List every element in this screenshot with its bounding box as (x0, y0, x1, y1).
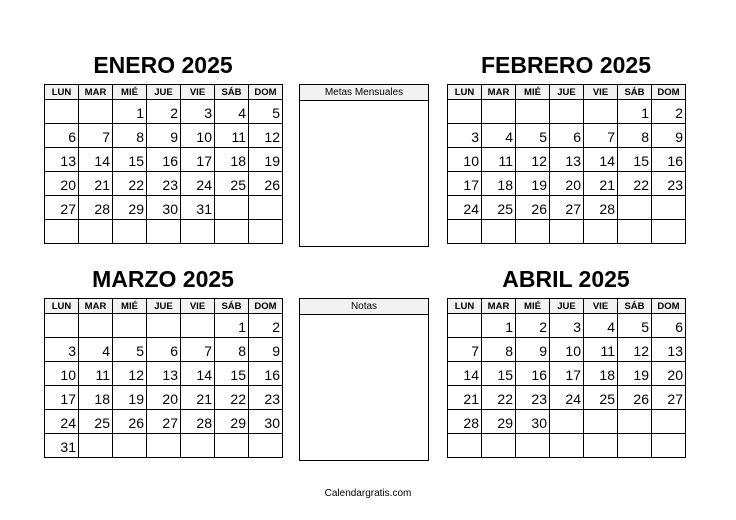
day-cell: 30 (249, 410, 283, 434)
day-cell: 17 (181, 148, 215, 172)
day-cell: 12 (618, 338, 652, 362)
day-cell: 16 (652, 148, 686, 172)
day-cell: 12 (249, 124, 283, 148)
day-cell: 26 (618, 386, 652, 410)
day-cell: 16 (516, 362, 550, 386)
day-cell: 8 (482, 338, 516, 362)
week-row (448, 100, 686, 124)
weekday-header-row (45, 299, 283, 314)
day-cell: 1 (215, 314, 249, 338)
day-cell: 12 (113, 362, 147, 386)
day-cell (448, 434, 482, 458)
weekday-header: MAR (482, 85, 516, 100)
day-cell (448, 100, 482, 124)
day-cell: 29 (113, 196, 147, 220)
day-cell: 7 (181, 338, 215, 362)
day-cell: 24 (45, 410, 79, 434)
day-cell: 26 (113, 410, 147, 434)
day-cell (618, 434, 652, 458)
day-cell: 28 (79, 196, 113, 220)
day-cell (79, 314, 113, 338)
day-cell: 24 (181, 172, 215, 196)
day-cell: 15 (113, 148, 147, 172)
weekday-header: LUN (45, 85, 79, 100)
weekday-header: DOM (249, 299, 283, 314)
day-cell: 29 (215, 410, 249, 434)
day-cell (45, 100, 79, 124)
day-cell: 11 (79, 362, 113, 386)
weekday-header: MAR (79, 299, 113, 314)
day-cell: 28 (448, 410, 482, 434)
day-cell: 11 (584, 338, 618, 362)
day-cell: 28 (584, 196, 618, 220)
day-cell (147, 220, 181, 244)
day-cell: 25 (482, 196, 516, 220)
day-cell: 9 (147, 124, 181, 148)
weekday-header: MAR (482, 299, 516, 314)
day-cell: 18 (482, 172, 516, 196)
day-cell: 23 (249, 386, 283, 410)
day-cell: 30 (147, 196, 181, 220)
day-cell: 25 (215, 172, 249, 196)
day-cell: 10 (448, 148, 482, 172)
notes-panel (299, 298, 429, 461)
day-cell (45, 220, 79, 244)
day-cell (516, 220, 550, 244)
day-cell: 2 (249, 314, 283, 338)
day-cell: 31 (181, 196, 215, 220)
day-cell: 27 (550, 196, 584, 220)
notes-header: Notas (300, 299, 428, 315)
day-cell (652, 410, 686, 434)
day-cell (249, 434, 283, 458)
day-cell: 6 (652, 314, 686, 338)
week-row (448, 314, 686, 338)
week-row (448, 362, 686, 386)
day-cell (516, 434, 550, 458)
day-cell (618, 196, 652, 220)
day-cell: 11 (215, 124, 249, 148)
day-cell: 8 (113, 124, 147, 148)
day-cell: 19 (113, 386, 147, 410)
day-cell (652, 434, 686, 458)
day-cell: 20 (45, 172, 79, 196)
weekday-header: LUN (448, 85, 482, 100)
weekday-header: VIE (181, 85, 215, 100)
day-cell: 23 (516, 386, 550, 410)
day-cell: 18 (584, 362, 618, 386)
day-cell: 9 (249, 338, 283, 362)
day-cell (618, 410, 652, 434)
day-cell: 21 (181, 386, 215, 410)
day-cell (249, 196, 283, 220)
week-row (45, 196, 283, 220)
monthly-goals-header: Metas Mensuales (300, 85, 428, 101)
weekday-header-row (448, 85, 686, 100)
day-cell: 26 (516, 196, 550, 220)
day-cell: 19 (618, 362, 652, 386)
weekday-header: JUE (550, 85, 584, 100)
day-cell: 22 (618, 172, 652, 196)
day-cell: 23 (147, 172, 181, 196)
week-row (45, 362, 283, 386)
day-cell: 20 (652, 362, 686, 386)
day-cell: 10 (181, 124, 215, 148)
day-cell: 1 (113, 100, 147, 124)
week-row (45, 386, 283, 410)
day-cell (113, 220, 147, 244)
day-cell: 3 (550, 314, 584, 338)
day-cell: 18 (79, 386, 113, 410)
day-cell: 21 (448, 386, 482, 410)
day-cell (550, 434, 584, 458)
day-cell (79, 100, 113, 124)
day-cell: 27 (652, 386, 686, 410)
day-cell: 4 (482, 124, 516, 148)
day-cell (482, 220, 516, 244)
day-cell (181, 220, 215, 244)
day-cell: 12 (516, 148, 550, 172)
day-cell: 18 (215, 148, 249, 172)
day-cell: 22 (215, 386, 249, 410)
weekday-header: SÁB (215, 85, 249, 100)
day-cell: 15 (618, 148, 652, 172)
monthly-goals-panel (299, 84, 429, 247)
day-cell: 3 (181, 100, 215, 124)
day-cell: 4 (79, 338, 113, 362)
day-cell: 16 (147, 148, 181, 172)
month-title-january: ENERO 2025 (93, 52, 233, 78)
day-cell: 4 (215, 100, 249, 124)
calendar-february (447, 84, 686, 244)
day-cell: 21 (584, 172, 618, 196)
day-cell: 13 (550, 148, 584, 172)
day-cell: 15 (482, 362, 516, 386)
day-cell: 9 (652, 124, 686, 148)
day-cell: 24 (550, 386, 584, 410)
week-row (448, 124, 686, 148)
weekday-header: DOM (652, 299, 686, 314)
week-row (45, 172, 283, 196)
day-cell (113, 314, 147, 338)
day-cell: 17 (448, 172, 482, 196)
day-cell (482, 434, 516, 458)
weekday-header: VIE (181, 299, 215, 314)
week-row (45, 100, 283, 124)
day-cell (181, 314, 215, 338)
day-cell (147, 314, 181, 338)
day-cell: 7 (79, 124, 113, 148)
weekday-header: SÁB (618, 85, 652, 100)
day-cell: 16 (249, 362, 283, 386)
week-row (45, 314, 283, 338)
day-cell: 5 (516, 124, 550, 148)
week-row (448, 338, 686, 362)
day-cell: 25 (584, 386, 618, 410)
weekday-header: DOM (249, 85, 283, 100)
day-cell: 23 (652, 172, 686, 196)
day-cell (550, 220, 584, 244)
day-cell (249, 220, 283, 244)
day-cell: 2 (516, 314, 550, 338)
weekday-header: SÁB (215, 299, 249, 314)
day-cell: 5 (618, 314, 652, 338)
day-cell (215, 434, 249, 458)
week-row (448, 386, 686, 410)
day-cell: 17 (550, 362, 584, 386)
calendar-january (44, 84, 283, 244)
week-row (448, 196, 686, 220)
weekday-header: MIÉ (516, 299, 550, 314)
day-cell: 1 (482, 314, 516, 338)
day-cell: 19 (249, 148, 283, 172)
day-cell: 3 (448, 124, 482, 148)
weekday-header: JUE (550, 299, 584, 314)
day-cell: 7 (448, 338, 482, 362)
day-cell (516, 100, 550, 124)
day-cell: 13 (45, 148, 79, 172)
weekday-header: LUN (45, 299, 79, 314)
day-cell: 26 (249, 172, 283, 196)
day-cell: 28 (181, 410, 215, 434)
day-cell: 29 (482, 410, 516, 434)
day-cell: 7 (584, 124, 618, 148)
day-cell (550, 410, 584, 434)
day-cell: 4 (584, 314, 618, 338)
weekday-header: LUN (448, 299, 482, 314)
month-title-march: MARZO 2025 (92, 266, 234, 292)
day-cell: 10 (550, 338, 584, 362)
weekday-header-row (45, 85, 283, 100)
day-cell: 6 (550, 124, 584, 148)
day-cell: 21 (79, 172, 113, 196)
footer-website: Calendargratis.com (324, 488, 412, 499)
day-cell: 8 (215, 338, 249, 362)
day-cell: 20 (147, 386, 181, 410)
day-cell: 5 (113, 338, 147, 362)
weekday-header: JUE (147, 85, 181, 100)
day-cell (584, 100, 618, 124)
week-row (448, 148, 686, 172)
day-cell (215, 220, 249, 244)
day-cell: 15 (215, 362, 249, 386)
day-cell: 19 (516, 172, 550, 196)
day-cell: 30 (516, 410, 550, 434)
day-cell: 20 (550, 172, 584, 196)
day-cell: 1 (618, 100, 652, 124)
day-cell: 14 (181, 362, 215, 386)
day-cell (550, 100, 584, 124)
day-cell: 14 (448, 362, 482, 386)
day-cell: 24 (448, 196, 482, 220)
day-cell: 5 (249, 100, 283, 124)
day-cell: 6 (147, 338, 181, 362)
day-cell: 22 (113, 172, 147, 196)
day-cell (147, 434, 181, 458)
weekday-header: DOM (652, 85, 686, 100)
day-cell (652, 220, 686, 244)
day-cell: 27 (147, 410, 181, 434)
day-cell: 9 (516, 338, 550, 362)
day-cell (215, 196, 249, 220)
day-cell (181, 434, 215, 458)
day-cell: 13 (147, 362, 181, 386)
day-cell: 13 (652, 338, 686, 362)
day-cell (584, 410, 618, 434)
day-cell (79, 434, 113, 458)
week-row (45, 148, 283, 172)
day-cell: 14 (584, 148, 618, 172)
month-title-february: FEBRERO 2025 (480, 52, 651, 78)
week-row (448, 172, 686, 196)
weekday-header: JUE (147, 299, 181, 314)
week-row (448, 410, 686, 434)
weekday-header: MIÉ (516, 85, 550, 100)
day-cell: 17 (45, 386, 79, 410)
day-cell: 6 (45, 124, 79, 148)
weekday-header: SÁB (618, 299, 652, 314)
day-cell (113, 434, 147, 458)
day-cell (448, 314, 482, 338)
day-cell (584, 220, 618, 244)
week-row (448, 220, 686, 244)
day-cell: 22 (482, 386, 516, 410)
calendar-april (447, 298, 686, 458)
day-cell: 31 (45, 434, 79, 458)
day-cell (652, 196, 686, 220)
weekday-header: MIÉ (113, 85, 147, 100)
day-cell (482, 100, 516, 124)
day-cell: 8 (618, 124, 652, 148)
weekday-header-row (448, 299, 686, 314)
day-cell: 14 (79, 148, 113, 172)
week-row (45, 220, 283, 244)
weekday-header: MIÉ (113, 299, 147, 314)
day-cell (448, 220, 482, 244)
weekday-header: MAR (79, 85, 113, 100)
day-cell: 3 (45, 338, 79, 362)
day-cell: 25 (79, 410, 113, 434)
week-row (45, 434, 283, 458)
calendar-march (44, 298, 283, 458)
day-cell (45, 314, 79, 338)
day-cell (79, 220, 113, 244)
week-row (45, 410, 283, 434)
day-cell (618, 220, 652, 244)
day-cell: 2 (147, 100, 181, 124)
day-cell: 10 (45, 362, 79, 386)
weekday-header: VIE (584, 85, 618, 100)
weekday-header: VIE (584, 299, 618, 314)
week-row (45, 124, 283, 148)
day-cell: 2 (652, 100, 686, 124)
month-title-april: ABRIL 2025 (502, 266, 630, 292)
day-cell: 11 (482, 148, 516, 172)
day-cell (584, 434, 618, 458)
week-row (448, 434, 686, 458)
day-cell: 27 (45, 196, 79, 220)
week-row (45, 338, 283, 362)
